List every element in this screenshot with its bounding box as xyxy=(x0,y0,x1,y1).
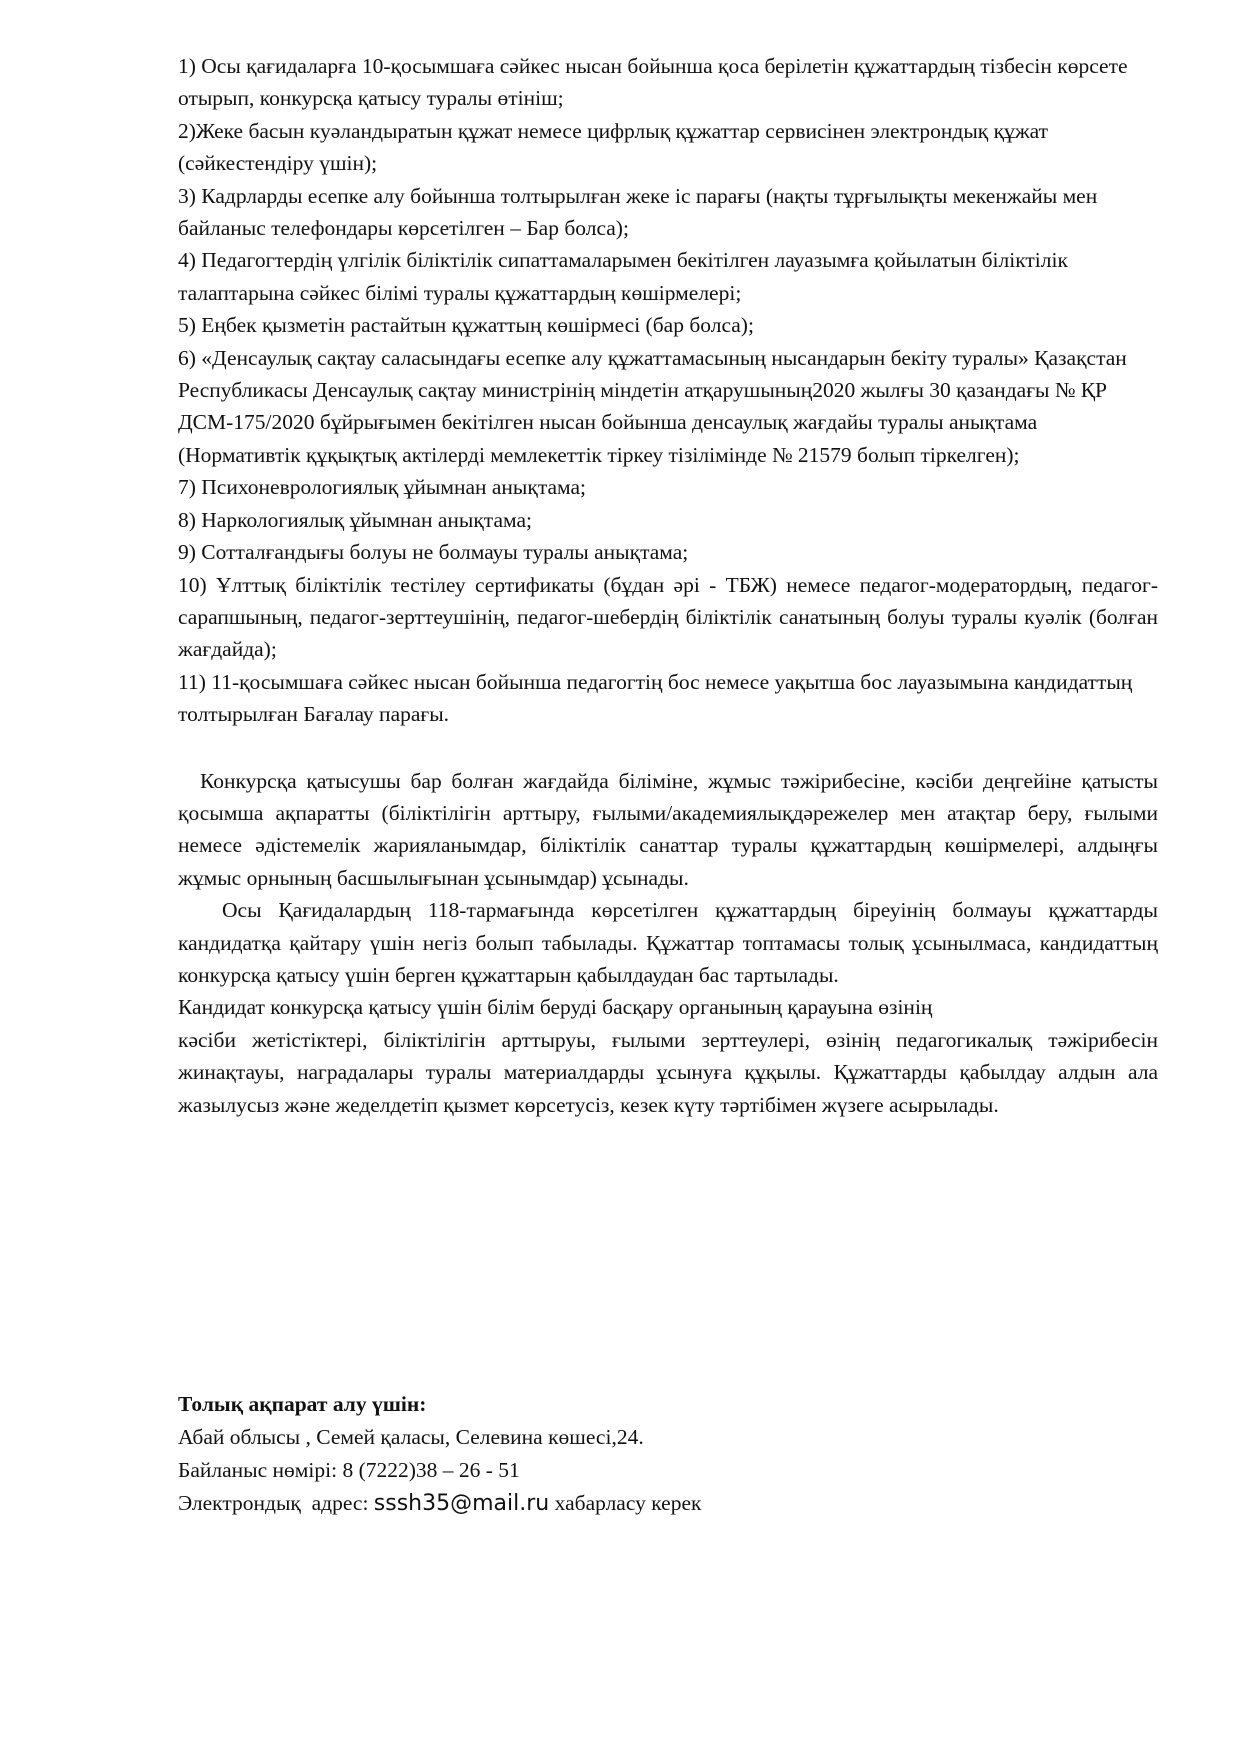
list-item-9: 9) Сотталғандығы болуы не болмауы туралы анықтама; xyxy=(178,540,689,565)
list-item-8: 8) Наркологиялық ұйымнан анықтама; xyxy=(178,507,532,532)
contact-email-line xyxy=(178,1487,1158,1520)
contact-phone: Байланыс нөмірі: 8 (7222)38 – 26 - 51 xyxy=(178,1458,520,1482)
paragraph-missing-documents: Осы Қағидалардың 118-тармағында көрсетілген құжаттардың біреуінің болмауы құжаттарды кандидатқа қайтару үшін негіз болып табылады. Құжаттар топтамасы толық ұсынылмаса, кандидаттың конкурсқа қатысу үшін берген құжаттарын қабылдаудан бас тартылады. xyxy=(178,898,1158,987)
contact-block xyxy=(178,1388,1158,1520)
list-item-6: 6) «Денсаулық сақтау саласындағы есепке алу құжаттамасының нысандарын бекіту туралы» Қазақстан Республикасы Денсаулық сақтау министрінің міндетін атқарушының2020 жылғы 30 қазандағы № ҚР ДСМ-175/2020 бұйрығымен бекітілген нысан бойынша денсаулық жағдайы туралы анықтама (Нормативтік құқықтық актілерді мемлекеттік тіркеу тізілімінде № 21579 болып тіркелген); xyxy=(178,345,1127,467)
paragraph-candidate-right: кәсіби жетістіктері, біліктілігін арттыруы, ғылыми зерттеулері, өзінің педагогикалық тәжірибесін жинақтауы, наградалары туралы материалдарды ұсынуға құқылы. Құжаттарды қабылдау алдын ала жазылусыз және жеделдетіп қызмет көрсетусіз, кезек күту тәртібімен жүзеге асырылады. xyxy=(178,1027,1158,1117)
list-item-1: 1) Осы қағидаларға 10-қосымшаға сәйкес нысан бойынша қоса берілетін құжаттардың тізбесін көрсете отырып, конкурсқа қатысу туралы өтініш; xyxy=(178,54,1128,111)
list-item-10: 10) Ұлттық біліктілік тестілеу сертификаты (бұдан әрі - ТБЖ) немесе педагог-модератордың, педагог-сарапшының, педагог-зерттеушінің, педагог-шебердің біліктілік санатының болуы туралы куәлік (болған жағдайда); xyxy=(178,572,1158,662)
list-item-5: 5) Еңбек қызметін растайтын құжаттың көшірмесі (бар болса); xyxy=(178,313,754,338)
paragraph-candidate-right-start: Кандидат конкурсқа қатысу үшін білім беруді басқару органының қарауына өзінің xyxy=(178,995,933,1020)
list-item-2: 2)Жеке басын куәландыратын құжат немесе цифрлық құжаттар сервисінен электрондық құжат (сәйкестендіру үшін); xyxy=(178,118,1049,176)
contact-email-suffix: хабарласу керек xyxy=(549,1491,702,1515)
list-item-11: 11) 11-қосымшаға сәйкес нысан бойынша педагогтің бос немесе уақытша бос лауазымына кандидаттың толтырылған Бағалау парағы. xyxy=(178,669,1133,727)
contact-email-prefix: Электрондық адрес: xyxy=(178,1491,374,1515)
paragraph-gap xyxy=(178,731,1158,765)
paragraph-additional-info: Конкурсқа қатысушы бар болған жағдайда біліміне, жұмыс тәжірибесіне, кәсіби деңгейіне қатысты қосымша ақпаратты (біліктілігін арттыру, ғылыми/академиялықдәрежелер мен атақтар беру, ғылыми немесе әдістемелік жарияланымдар, біліктілік санаттар туралы құжаттардың көшірмелері, алдыңғы жұмыс орнының басшылығынан ұсынымдар) ұсынады. xyxy=(178,768,1158,890)
contact-address: Абай облысы , Семей қаласы, Селевина көшесі,24. xyxy=(178,1425,644,1449)
list-item-7: 7) Психоневрологиялық ұйымнан анықтама; xyxy=(178,475,586,500)
contact-email-link[interactable]: sssh35@mail.ru xyxy=(373,1491,550,1516)
document-body xyxy=(178,50,1158,1121)
list-item-3: 3) Кадрларды есепке алу бойынша толтырылған жеке іс парағы (нақты тұрғылықты мекенжайы мен байланыс телефондары көрсетілген – Бар болса); xyxy=(178,183,1098,241)
list-item-4: 4) Педагогтердің үлгілік біліктілік сипаттамаларымен бекітілген лауазымға қойылатын біліктілік талаптарына сәйкес білімі туралы құжаттардың көшірмелері; xyxy=(178,248,1068,305)
contact-title: Толық ақпарат алу үшін: xyxy=(178,1392,427,1416)
